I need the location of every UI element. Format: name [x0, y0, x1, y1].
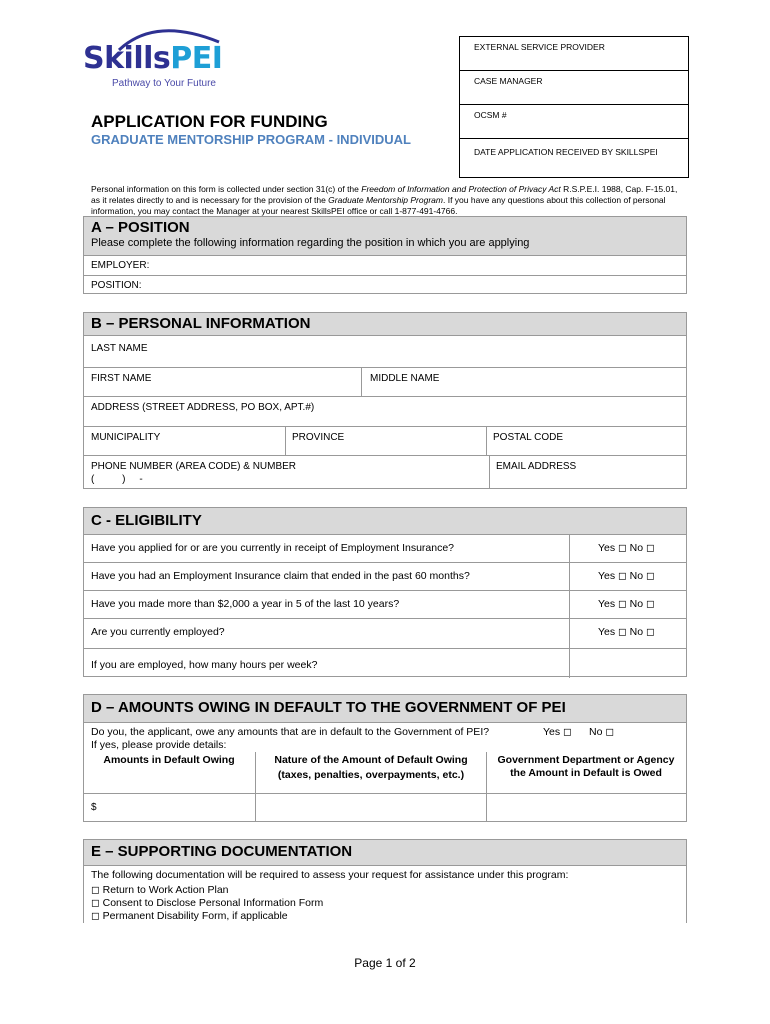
- eligibility-row-1: Have you applied for or are you currently in receipt of Employment Insurance? Yes ◻ No ◻: [84, 534, 686, 562]
- middle-name-field[interactable]: MIDDLE NAME: [370, 373, 440, 384]
- logo-skills: Skills: [83, 41, 171, 76]
- skillspei-logo: [83, 41, 223, 76]
- form-title: APPLICATION FOR FUNDING: [91, 112, 328, 131]
- privacy-notice: Personal information on this form is collected under section 31(c) of the Freedom of Information and Protection of Privacy Act R.S.P.E.I. 1988, Cap. F-15.01, as it relates directly to and is necessary for the provision of the Graduate Mentorship Program. If you have any questions about this collection of personal information, you may contact the Manager at your nearest SkillsPEI office or call 1-877-491-4766.: [91, 184, 678, 216]
- employer-field[interactable]: EMPLOYER:: [84, 255, 686, 275]
- yes-no-checkbox-2[interactable]: Yes ◻ No ◻: [598, 570, 655, 582]
- doc-item-action-plan[interactable]: ◻ Return to Work Action Plan: [91, 884, 229, 896]
- first-name-field[interactable]: FIRST NAME: [91, 373, 152, 384]
- eligibility-row-2: Have you had an Employment Insurance claim that ended in the past 60 months? Yes ◻ No ◻: [84, 562, 686, 590]
- department-field[interactable]: [487, 794, 686, 821]
- doc-item-disability-form[interactable]: ◻ Permanent Disability Form, if applicable: [91, 910, 288, 922]
- last-name-field[interactable]: LAST NAME: [84, 335, 686, 367]
- eligibility-row-4: Are you currently employed? Yes ◻ No ◻: [84, 618, 686, 648]
- email-field[interactable]: EMAIL ADDRESS: [496, 461, 577, 472]
- phone-field[interactable]: PHONE NUMBER (AREA CODE) & NUMBER: [91, 461, 297, 472]
- form-subtitle: GRADUATE MENTORSHIP PROGRAM - INDIVIDUAL: [91, 132, 411, 147]
- date-received-field[interactable]: DATE APPLICATION RECEIVED BY SKILLSPEI: [474, 147, 658, 157]
- default-question-row: Do you, the applicant, owe any amounts that are in default to the Government of PEI? Yes ◻ No ◻ If yes, please provide details:: [84, 722, 686, 752]
- province-field[interactable]: PROVINCE: [292, 432, 345, 443]
- section-e-documentation: [83, 839, 687, 923]
- section-d-heading: D – AMOUNTS OWING IN DEFAULT TO THE GOVERNMENT OF PEI: [84, 695, 686, 722]
- phone-format: ( ) -: [91, 474, 143, 485]
- postal-code-field[interactable]: POSTAL CODE: [493, 432, 564, 443]
- case-manager-field[interactable]: CASE MANAGER: [460, 71, 688, 105]
- name-row: [84, 367, 686, 396]
- yes-no-checkbox-4[interactable]: Yes ◻ No ◻: [598, 626, 655, 638]
- position-field[interactable]: POSITION:: [84, 275, 686, 294]
- contact-row: [84, 455, 686, 489]
- section-a-instruction: Please complete the following information regarding the position in which you are applying: [91, 237, 530, 249]
- address-field[interactable]: ADDRESS (STREET ADDRESS, PO BOX, APT.#): [84, 396, 686, 426]
- section-d-default: [83, 694, 687, 822]
- section-c-heading: C - ELIGIBILITY: [84, 508, 686, 534]
- default-table-row: [84, 793, 686, 821]
- doc-item-consent-form[interactable]: ◻ Consent to Disclose Personal Information Form: [91, 897, 324, 909]
- documentation-intro: The following documentation will be required to assess your request for assistance under this program:: [91, 869, 569, 881]
- yes-no-checkbox-3[interactable]: Yes ◻ No ◻: [598, 598, 655, 610]
- section-c-eligibility: [83, 507, 687, 677]
- ocsm-field[interactable]: OCSM #: [460, 105, 688, 139]
- amount-field[interactable]: $: [91, 802, 97, 813]
- default-yes-checkbox[interactable]: Yes ◻: [543, 726, 572, 738]
- hours-field[interactable]: [570, 649, 686, 678]
- office-use-box: [459, 36, 689, 178]
- section-a-heading: A – POSITION Please complete the following information regarding the position in which you are applying: [84, 217, 686, 255]
- yes-no-checkbox-1[interactable]: Yes ◻ No ◻: [598, 542, 655, 554]
- section-b-heading: B – PERSONAL INFORMATION: [84, 313, 686, 335]
- section-e-heading: E – SUPPORTING DOCUMENTATION: [84, 840, 686, 865]
- municipality-field[interactable]: MUNICIPALITY: [91, 432, 161, 443]
- external-provider-field[interactable]: EXTERNAL SERVICE PROVIDER: [460, 37, 688, 71]
- location-row: [84, 426, 686, 455]
- eligibility-row-3: Have you made more than $2,000 a year in 5 of the last 10 years? Yes ◻ No ◻: [84, 590, 686, 618]
- default-table-header: Amounts in Default Owing Nature of the Amount of Default Owing (taxes, penalties, overpayments, etc.) Government Department or Agency the Amount in Default is Owed: [84, 752, 686, 793]
- default-no-checkbox[interactable]: No ◻: [589, 726, 615, 738]
- logo-tagline: Pathway to Your Future: [112, 78, 216, 89]
- page-number: Page 1 of 2: [354, 956, 416, 970]
- hours-row: If you are employed, how many hours per week?: [84, 648, 686, 678]
- section-a-position: [83, 216, 687, 294]
- nature-field[interactable]: [256, 794, 486, 821]
- section-b-personal: [83, 312, 687, 489]
- logo-pei: PEI: [170, 41, 223, 76]
- documentation-list: [84, 865, 686, 924]
